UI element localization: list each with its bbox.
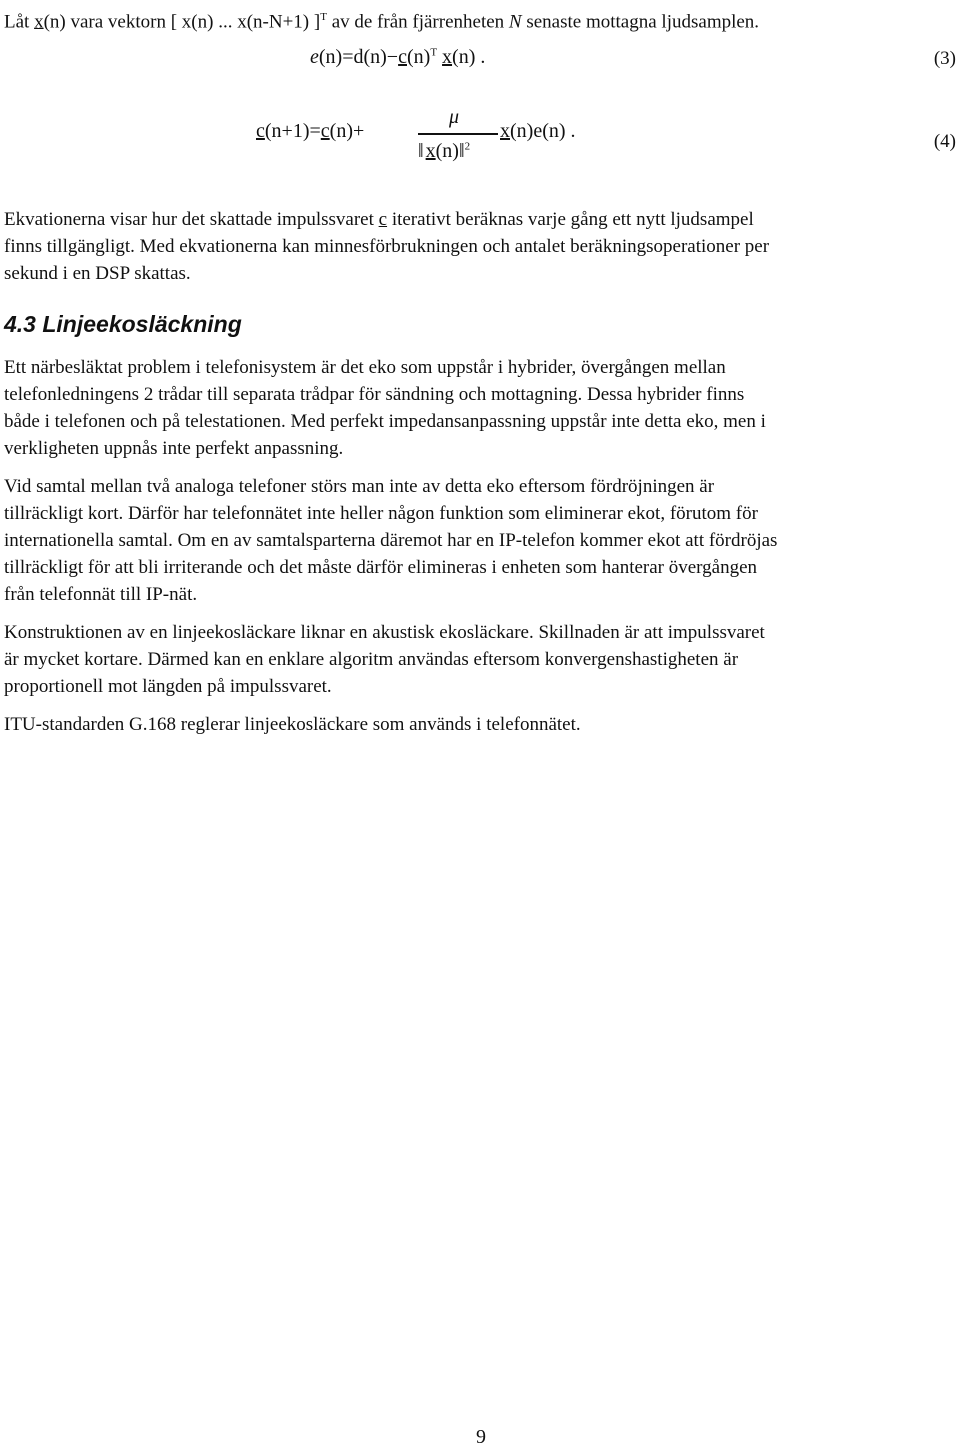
eq-term: (n) — [406, 46, 431, 68]
paragraph-line: är mycket kortare. Därmed kan en enklare algoritm användas eftersom konvergenshastigheten är — [4, 649, 739, 670]
equation-number-4: (4) — [933, 131, 956, 152]
eq-term: (n+1)= — [264, 120, 321, 142]
equation-4-lhs — [256, 120, 364, 143]
eq-term: x — [425, 140, 436, 162]
eq-term: e — [310, 46, 319, 68]
paragraph-line: Ett närbesläktat problem i telefonisystem är det eko som uppstår i hybrider, övergången mellan — [4, 357, 726, 378]
intro-text: Låt — [4, 11, 35, 33]
text: iterativt beräknas varje gång ett nytt ljudsampel — [387, 209, 754, 230]
intro-text: senaste mottagna ljudsamplen. — [521, 11, 760, 33]
intro-text: (n) vara vektorn [ x(n) ... x(n-N+1) ] — [43, 11, 321, 33]
eq-term: x — [442, 46, 453, 68]
text: Ekvationerna visar hur det skattade impulssvaret — [4, 209, 379, 230]
vector-x: x — [34, 11, 44, 33]
eq-sup: 2 — [464, 140, 471, 153]
eq-term: (n)e(n) . — [510, 120, 576, 142]
page-number: 9 — [476, 1426, 486, 1448]
fraction-numerator: μ — [449, 106, 460, 128]
variable-N: N — [508, 11, 522, 33]
paragraph-line: både i telefonen och på telestationen. Med perfekt impedansanpassning uppstår inte detta eko, men i — [4, 411, 766, 432]
norm-bars: ‖ — [458, 140, 465, 162]
fraction-bar — [418, 133, 498, 135]
paragraph-line: finns tillgängligt. Med ekvationerna kan minnesförbrukningen och antalet beräkningsoperationer per — [4, 236, 770, 257]
paragraph-line: tillräckligt kort. Därför har telefonnätet inte heller någon funktion som eliminerar ekot, förutom för — [4, 503, 758, 524]
paragraph-line: verkligheten uppnås inte perfekt anpassning. — [4, 438, 344, 459]
paragraph-line: Vid samtal mellan två analoga telefoner störs man inte av detta eko eftersom fördröjningen är — [4, 476, 715, 497]
equation-4-rhs — [500, 120, 576, 143]
eq-term: (n) — [435, 140, 459, 162]
eq-term: (n)+ — [329, 120, 365, 142]
eq-sup: T — [430, 46, 438, 59]
paragraph-line: telefonledningens 2 trådar till separata trådpar för sändning och mottagning. Dessa hybrider finns — [4, 384, 745, 405]
eq-term: (n) . — [452, 46, 486, 68]
section-heading: 4.3 Linjeekosläckning — [4, 311, 242, 337]
paragraph-line: sekund i en DSP skattas. — [4, 263, 191, 284]
paragraph-line: proportionell mot längden på impulssvaret. — [4, 676, 332, 697]
paragraph-line — [4, 207, 754, 233]
paragraph-line: ITU-standarden G.168 reglerar linjeekosläckare som används i telefonnätet. — [4, 714, 581, 735]
eq-term: c — [256, 120, 265, 142]
paragraph-line: internationella samtal. Om en av samtalsparterna däremot har en IP-telefon kommer ekot att fördröjas — [4, 530, 778, 551]
paragraph-line: Konstruktionen av en linjeekosläckare liknar en akustisk ekosläckare. Skillnaden är att impulssvaret — [4, 622, 765, 643]
vector-c: c — [378, 209, 388, 230]
eq-term: c — [398, 46, 407, 68]
intro-text: av de från fjärrenheten — [326, 11, 509, 33]
equation-3 — [310, 46, 485, 69]
intro-line — [4, 4, 759, 35]
eq-term: x — [500, 120, 510, 142]
norm-bars: ‖ — [418, 140, 421, 162]
transpose-sup: T — [320, 11, 327, 23]
fraction-denominator — [418, 140, 470, 163]
eq-term: c — [320, 120, 330, 142]
paragraph-line: tillräckligt för att bli irriterande och det måste därför elimineras i enheten som hanterar övergången — [4, 557, 758, 578]
eq-term: (n)=d(n)− — [318, 46, 399, 68]
equation-number-3: (3) — [933, 48, 956, 69]
paragraph-line: från telefonnät till IP-nät. — [4, 584, 198, 605]
